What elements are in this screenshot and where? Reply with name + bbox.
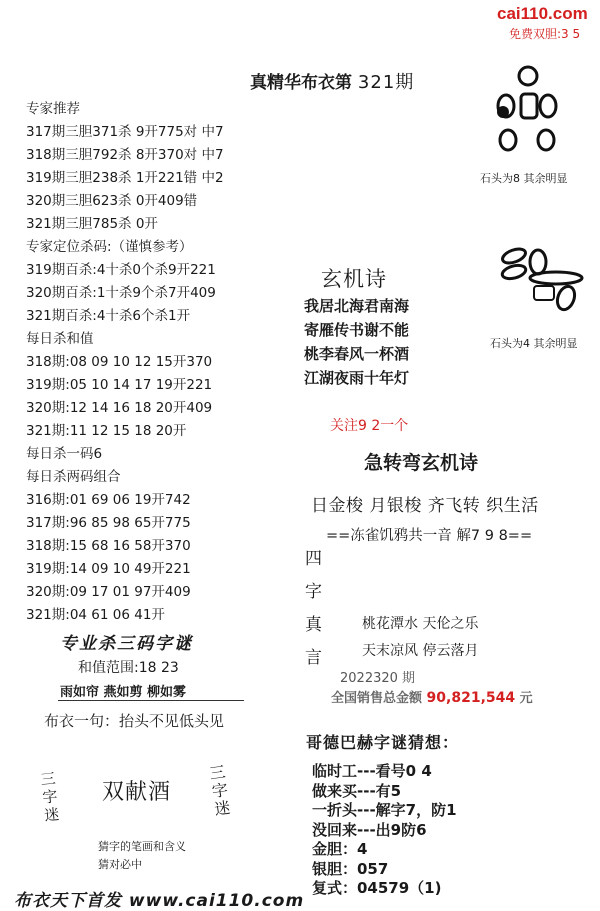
sales-total	[331, 687, 533, 706]
poem-title: 玄机诗	[321, 267, 387, 291]
three-char-riddle-right: 三字迷	[208, 762, 232, 819]
sales-unit: 元	[519, 691, 533, 706]
poem-line: 江湖夜雨十年灯	[304, 369, 410, 387]
list-item: 320期:09 17 01 97开409	[26, 584, 191, 600]
site-url[interactable]: cai110.com	[497, 4, 588, 23]
buyi-sentence: 布衣一句：抬头不见低头见	[44, 712, 225, 730]
stone-caption-2: 石头为4 其余明显	[490, 337, 578, 350]
list-item: 320期百杀:1十杀9个杀7开409	[26, 285, 216, 301]
title-text: 真精华布衣第	[250, 73, 352, 93]
goedel-item: 做来买---有5	[312, 781, 402, 800]
list-item: 319期:05 10 14 17 19开221	[26, 377, 213, 393]
sum-range: 和值范围:18 23	[78, 660, 179, 676]
list-item: 317期三胆371杀 9开775对 中7	[26, 124, 224, 140]
poem	[304, 294, 409, 390]
list-item: 321期百杀:4十杀6个杀1开	[26, 308, 191, 324]
poem-line: 我居北海君南海	[304, 297, 410, 315]
goedel-item: 一折头---解字7，防1	[312, 801, 457, 819]
goedel-item: 没回来---出9防6	[312, 820, 427, 839]
left-column	[26, 98, 224, 627]
stone-stack-icon	[486, 238, 586, 322]
riddle-three: 雨如帘 燕如剪 柳如雾	[60, 685, 187, 700]
sales-amount: 90,821,544	[426, 690, 516, 706]
list-item: 319期:14 09 10 49开221	[26, 561, 191, 577]
section-heading: 每日杀和值	[26, 331, 94, 347]
turn-poem-line: 日金梭 月银梭 齐飞转 织生活	[311, 496, 539, 516]
list-item: 320期:12 14 16 18 20开409	[26, 400, 213, 416]
divider	[58, 700, 244, 701]
sales-issue: 2022320 期	[340, 671, 416, 686]
section-heading: 专家推荐	[26, 101, 80, 117]
turn-poem-title: 急转弯玄机诗	[364, 452, 479, 474]
stone-puzzle-icon	[488, 62, 568, 166]
pro-kill-title: 专业杀三码字谜	[60, 634, 193, 654]
section-heading: 专家定位杀码:（谨慎参考）	[26, 239, 193, 255]
four-char-title: 四字真言	[305, 549, 322, 668]
footer-banner: 布衣天下首发 www.cai110.com	[14, 891, 305, 911]
list-item: 321期三胆785杀 0开	[26, 216, 158, 232]
list-item: 317期:96 85 98 65开775	[26, 515, 191, 531]
list-item: 318期三胆792杀 8开370对 中7	[26, 147, 224, 163]
list-item: 318期:15 68 16 58开370	[26, 538, 191, 554]
stone-caption-1: 石头为8 其余明显	[480, 172, 568, 185]
list-item: 321期:04 61 06 41开	[26, 607, 165, 623]
four-char-line-2: 天末凉风 停云落月	[362, 643, 479, 659]
section-heading: 每日杀两码组合	[26, 469, 121, 485]
riddle-note: 猜字的笔画和含义	[98, 840, 186, 853]
four-char-line: 桃花潭水 天伦之乐	[362, 616, 479, 632]
list-item: 321期:11 12 15 18 20开	[26, 423, 187, 439]
free-tip: 免费双胆:3 5	[509, 27, 581, 41]
three-char-riddle-left: 三字迷	[39, 769, 61, 825]
list-item: 318期:08 09 10 12 15开370	[26, 354, 213, 370]
goedel-item: 临时工---看号0 4	[312, 762, 432, 780]
riddle-answer-text: 双献酒	[102, 780, 172, 805]
list-item: 319期三胆238杀 1开221错 中2	[26, 170, 224, 186]
frozen-sparrow-line: ==冻雀饥鸦共一音 解7 9 8==	[326, 528, 533, 544]
follow-hint: 关注9 2一个	[330, 418, 409, 434]
poem-line: 寄雁传书谢不能	[304, 321, 410, 339]
list-item: 319期百杀:4十杀0个杀9开221	[26, 262, 216, 278]
goedel-title: 哥德巴赫字谜猜想：	[306, 733, 460, 752]
page-title	[250, 68, 414, 94]
riddle-note-2: 猜对必中	[98, 858, 142, 871]
goedel-item: 复式：04579（1)	[312, 879, 442, 897]
title-issue: 321期	[357, 72, 415, 93]
goedel-list	[312, 762, 457, 899]
poem-line: 桃李春风一杯酒	[304, 345, 410, 363]
goedel-item: 银胆：057	[312, 859, 389, 878]
list-item: 316期:01 69 06 19开742	[26, 492, 191, 508]
list-item: 320期三胆623杀 0开409错	[26, 193, 198, 209]
sales-label: 全国销售总金额	[331, 691, 423, 706]
section-heading: 每日杀一码6	[26, 446, 103, 462]
goedel-item: 金胆：4	[312, 840, 368, 858]
